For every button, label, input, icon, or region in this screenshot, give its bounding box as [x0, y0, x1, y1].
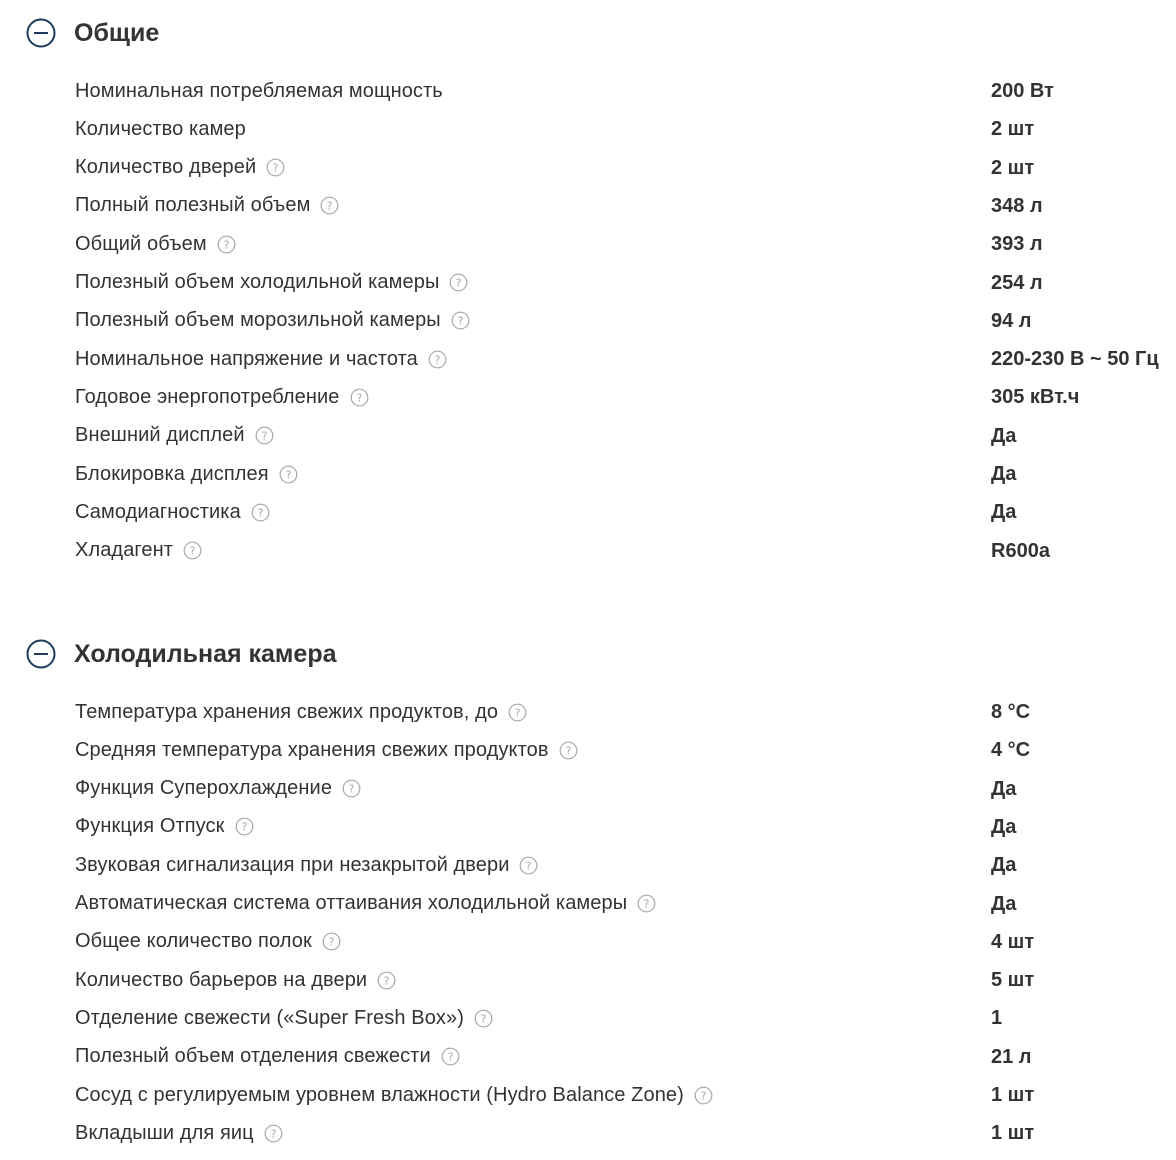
svg-text:?: ? — [348, 782, 355, 796]
spec-value: 8 °С — [991, 701, 1031, 723]
question-circle-icon[interactable] — [350, 388, 369, 407]
spec-row — [0, 225, 1176, 263]
spec-label-wrap — [75, 532, 202, 570]
spec-label: Полезный объем отделения свежести — [75, 1045, 431, 1068]
spec-label: Автоматическая система оттаивания холодильной камеры — [75, 892, 628, 914]
spec-value: 2 шт — [991, 118, 1035, 141]
spec-row — [0, 455, 1176, 493]
svg-text:?: ? — [241, 820, 247, 834]
svg-text:?: ? — [526, 859, 532, 873]
question-circle-icon[interactable] — [508, 703, 527, 722]
spec-label: Средняя температура хранения свежих продуктов — [75, 738, 549, 761]
spec-value: 1 — [991, 1007, 1003, 1030]
spec-value: 200 Вт — [991, 80, 1054, 102]
spec-row — [0, 532, 1176, 570]
spec-row — [0, 961, 1176, 999]
spec-label-wrap — [75, 493, 270, 531]
svg-text:?: ? — [328, 935, 335, 949]
svg-text:?: ? — [700, 1088, 707, 1102]
spec-label-wrap — [75, 1076, 713, 1114]
spec-label-wrap — [75, 770, 361, 808]
spec-value: Да — [991, 777, 1017, 800]
question-circle-icon[interactable] — [377, 971, 396, 990]
spec-label-wrap — [75, 225, 236, 263]
spec-value: 94 л — [991, 309, 1032, 332]
spec-row — [0, 417, 1176, 455]
spec-label-wrap — [75, 1114, 283, 1152]
spec-label-wrap — [75, 455, 298, 493]
question-circle-icon[interactable] — [183, 541, 202, 560]
spec-label: Отделение свежести («Super Fresh Box») — [75, 1006, 464, 1029]
minus-circle-icon[interactable] — [26, 639, 56, 669]
svg-text:?: ? — [285, 467, 292, 481]
spec-value: 4 шт — [991, 930, 1035, 953]
spec-value: 4 °С — [991, 739, 1031, 762]
question-circle-icon[interactable] — [519, 856, 538, 875]
spec-row — [0, 340, 1176, 378]
spec-label: Звуковая сигнализация при незакрытой двери — [75, 853, 510, 876]
spec-value: 21 л — [991, 1045, 1032, 1068]
spec-label: Самодиагностика — [75, 500, 241, 523]
spec-value: 2 шт — [991, 156, 1035, 179]
spec-label: Внешний дисплей — [75, 424, 245, 447]
spec-row — [0, 808, 1176, 846]
spec-label: Количество барьеров на двери — [75, 968, 368, 991]
spec-row — [0, 72, 1176, 110]
spec-label-wrap — [75, 885, 656, 923]
spec-label: Блокировка дисплея — [75, 462, 269, 485]
spec-value: 1 шт — [991, 1084, 1035, 1106]
spec-row — [0, 302, 1176, 340]
spec-label-wrap — [75, 417, 274, 455]
spec-label: Функция Суперохлаждение — [75, 777, 333, 800]
question-circle-icon[interactable] — [449, 273, 468, 292]
spec-label-wrap — [75, 264, 468, 302]
minus-circle-icon[interactable] — [26, 18, 56, 48]
spec-label: Количество дверей — [75, 156, 257, 179]
spec-value: 254 л — [991, 271, 1043, 294]
svg-text:?: ? — [261, 429, 268, 443]
section-fridge-compartment-toggle[interactable] — [26, 637, 337, 671]
spec-label: Годовое энергопотребление — [75, 385, 340, 408]
question-circle-icon[interactable] — [264, 1124, 283, 1143]
spec-label-wrap — [75, 693, 527, 731]
spec-label-wrap — [75, 999, 493, 1037]
question-circle-icon[interactable] — [279, 465, 298, 484]
spec-row — [0, 1076, 1176, 1114]
spec-row — [0, 885, 1176, 923]
spec-row — [0, 999, 1176, 1037]
svg-text:?: ? — [480, 1012, 487, 1026]
svg-text:?: ? — [223, 238, 230, 252]
question-circle-icon[interactable] — [320, 196, 339, 215]
svg-text:?: ? — [447, 1050, 454, 1064]
svg-text:?: ? — [457, 314, 464, 328]
svg-text:?: ? — [189, 544, 196, 558]
question-circle-icon[interactable] — [217, 235, 236, 254]
spec-row — [0, 693, 1176, 731]
spec-label: Сосуд с регулируемым уровнем влажности (Hydro Balance Zone) — [75, 1083, 684, 1106]
spec-label: Вкладыши для яиц — [75, 1121, 254, 1144]
spec-label-wrap — [75, 731, 578, 769]
question-circle-icon[interactable] — [266, 158, 285, 177]
svg-text:?: ? — [272, 161, 279, 175]
section-general-toggle[interactable] — [26, 16, 159, 50]
spec-row — [0, 264, 1176, 302]
spec-row — [0, 149, 1176, 187]
svg-text:?: ? — [270, 1127, 277, 1141]
spec-value: Да — [991, 424, 1017, 447]
spec-label-wrap — [75, 846, 538, 884]
spec-value: 220-230 В ~ 50 Гц — [991, 348, 1159, 371]
question-circle-icon[interactable] — [342, 779, 361, 798]
spec-value: Да — [991, 463, 1017, 485]
spec-label-wrap — [75, 72, 443, 110]
spec-label-wrap — [75, 808, 254, 846]
spec-value: 1 шт — [991, 1122, 1035, 1145]
spec-value: 5 шт — [991, 969, 1035, 992]
svg-text:?: ? — [356, 391, 362, 405]
spec-label: Номинальное напряжение и частота — [75, 347, 418, 370]
spec-label-wrap — [75, 149, 285, 187]
svg-text:?: ? — [327, 199, 333, 213]
spec-row — [0, 731, 1176, 769]
spec-value: Да — [991, 501, 1017, 524]
spec-value: Да — [991, 815, 1017, 838]
spec-label-wrap — [75, 378, 369, 416]
question-circle-icon[interactable] — [322, 932, 341, 951]
spec-label-wrap — [75, 110, 246, 148]
spec-label-wrap — [75, 961, 396, 999]
question-circle-icon[interactable] — [559, 741, 578, 760]
spec-label: Функция Отпуск — [75, 815, 225, 838]
spec-value: Да — [991, 892, 1017, 915]
spec-label-wrap — [75, 187, 339, 225]
spec-row — [0, 846, 1176, 884]
spec-row — [0, 378, 1176, 416]
spec-label: Полезный объем морозильной камеры — [75, 309, 441, 332]
spec-row — [0, 1038, 1176, 1076]
question-circle-icon[interactable] — [694, 1086, 713, 1105]
spec-row — [0, 923, 1176, 961]
question-circle-icon[interactable] — [451, 311, 470, 330]
question-circle-icon[interactable] — [474, 1009, 493, 1028]
question-circle-icon[interactable] — [441, 1047, 460, 1066]
spec-label: Общий объем — [75, 232, 207, 255]
spec-label: Полный полезный объем — [75, 194, 311, 217]
spec-value: 305 кВт.ч — [991, 386, 1080, 409]
section-title: Холодильная камера — [74, 639, 337, 668]
question-circle-icon[interactable] — [255, 426, 274, 445]
svg-text:?: ? — [434, 352, 441, 366]
spec-row — [0, 110, 1176, 148]
spec-label: Количество камер — [75, 117, 246, 140]
spec-label: Общее количество полок — [75, 930, 312, 953]
svg-text:?: ? — [565, 744, 572, 758]
spec-label-wrap — [75, 302, 470, 340]
spec-label: Хладагент — [75, 539, 174, 562]
spec-value: Да — [991, 854, 1017, 877]
spec-label-wrap — [75, 1038, 460, 1076]
spec-value: 393 л — [991, 233, 1043, 256]
svg-text:?: ? — [514, 705, 521, 719]
spec-row — [0, 187, 1176, 225]
spec-label: Полезный объем холодильной камеры — [75, 271, 440, 293]
spec-label-wrap — [75, 340, 447, 378]
svg-text:?: ? — [643, 897, 650, 911]
spec-label-wrap — [75, 923, 341, 961]
question-circle-icon[interactable] — [235, 817, 254, 836]
svg-text:?: ? — [456, 276, 462, 290]
question-circle-icon[interactable] — [251, 503, 270, 522]
spec-row — [0, 493, 1176, 531]
question-circle-icon[interactable] — [637, 894, 656, 913]
question-circle-icon[interactable] — [428, 350, 447, 369]
spec-row — [0, 1114, 1176, 1152]
spec-label: Температура хранения свежих продуктов, до — [75, 700, 499, 723]
spec-value: R600a — [991, 539, 1050, 562]
svg-text:?: ? — [257, 506, 264, 520]
spec-row — [0, 770, 1176, 808]
svg-text:?: ? — [383, 973, 390, 987]
spec-value: 348 л — [991, 194, 1043, 217]
spec-label: Номинальная потребляемая мощность — [75, 79, 443, 102]
section-title: Общие — [74, 18, 160, 47]
